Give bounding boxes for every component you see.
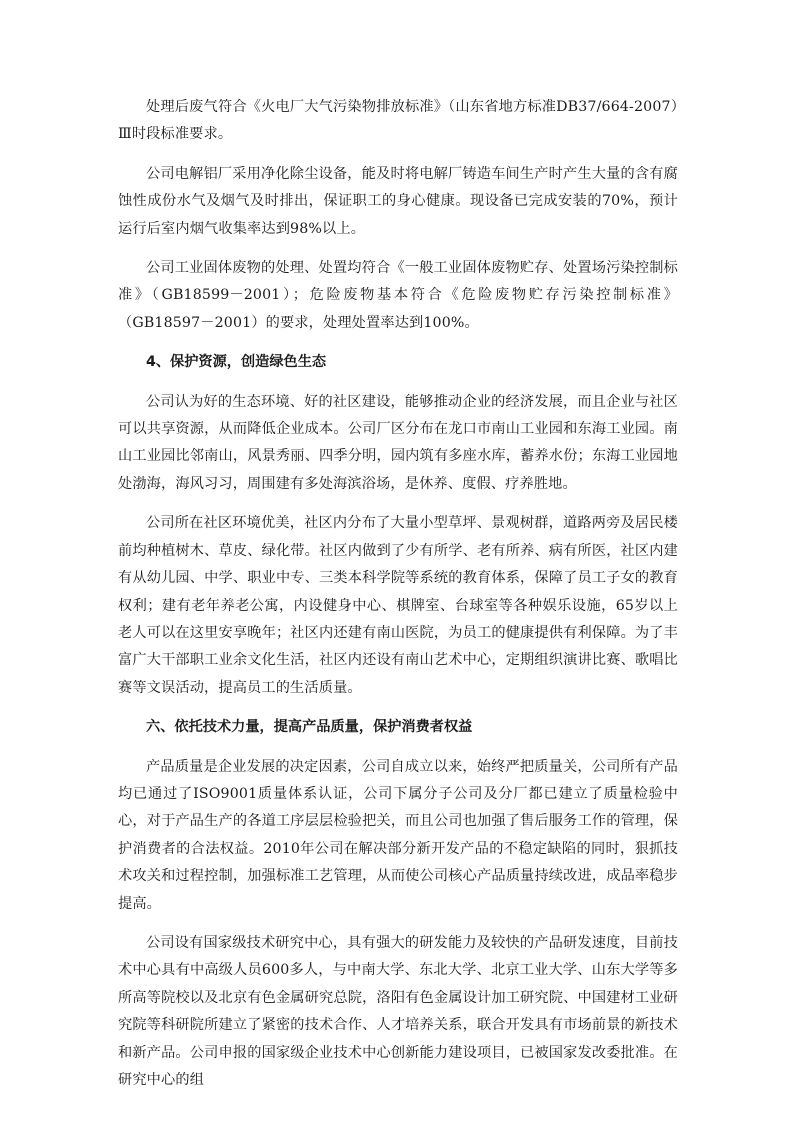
paragraph-exhaust-standard: 处理后废气符合《火电厂大气污染物排放标准》（山东省地方标准DB37/664-2007）Ⅲ时段标准要求。 (118, 99, 678, 143)
paragraph-quality-control: 产品质量是企业发展的决定因素，公司自成立以来，始终严把质量关，公司所有产品均已通过了ISO9001质量体系认证，公司下属分子公司及分厂都已建立了质量检验中心，对于产品生产的各道工序层层检验把关，而且公司也加强了售后服务工作的管理，保护消费者的合法权益。2010年公司在解决部分新开发产品的不稳定缺陷的同时，狠抓技术攻关和过程控制，加强标准工艺管理，从而使公司核心产品质量持续改进，成品率稳步提高。 (118, 758, 678, 912)
paragraph-ecological-environment: 公司认为好的生态环境、好的社区建设，能够推动企业的经济发展，而且企业与社区可以共享资源，从而降低企业成本。公司厂区分布在龙口市南山工业园和东海工业园。南山工业园比邻南山，风景秀丽、四季分明，园内筑有多座水库，蓄养水份；东海工业园地处渤海，海风习习，周围建有多处海滨浴场，是休养、度假、疗养胜地。 (118, 393, 678, 492)
paragraph-electrolytic-aluminum: 公司电解铝厂采用净化除尘设备，能及时将电解厂铸造车间生产时产生大量的含有腐蚀性成份水气及烟气及时排出，保证职工的身心健康。现设备已完成安装的70%，预计运行后室内烟气收集率达到98%以上。 (118, 165, 678, 237)
paragraph-community-environment: 公司所在社区环境优美，社区内分布了大量小型草坪、景观树群，道路两旁及居民楼前均种植树木、草皮、绿化带。社区内做到了少有所学、老有所养、病有所医，社区内建有从幼儿园、中学、职业中专、三类本科学院等系统的教育体系，保障了员工子女的教育权利；建有老年养老公寓，内设健身中心、棋牌室、台球室等各种娱乐设施，65岁以上老人可以在这里安享晚年；社区内还建有南山医院，为员工的健康提供有利保障。为了丰富广大干部职工业余文化生活，社区内还设有南山艺术中心，定期组织演讲比赛、歌唱比赛等文误活动，提高员工的生活质量。 (118, 515, 678, 696)
section-heading-green-ecology: 4、保护资源，创造绿色生态 (146, 354, 327, 371)
section-heading-product-quality: 六、依托技术力量，提高产品质量，保护消费者权益 (146, 719, 473, 736)
paragraph-research-center: 公司设有国家级技术研究中心，具有强大的研发能力及较快的产品研发速度，目前技术中心具有中高级人员600多人，与中南大学、东北大学、北京工业大学、山东大学等多所高等院校以及北京有色金属研究总院，洛阳有色金属设计加工研究院、中国建材工业研究院等科研院所建立了紧密的技术合作、人才培养关系，联合开发具有市场前景的新技术和新产品。公司申报的国家级企业技术中心创新能力建设项目，已被国家发改委批准。在研究中心的组 (118, 934, 678, 1088)
document-body (118, 94, 678, 1106)
paragraph-solid-waste: 公司工业固体废物的处理、处置均符合《一般工业固体废物贮存、处置场污染控制标准》（GB18599－2001）；危险废物基本符合《危险废物贮存污染控制标准》（GB18597－2001）的要求，处理处置率达到100%。 (118, 260, 678, 331)
